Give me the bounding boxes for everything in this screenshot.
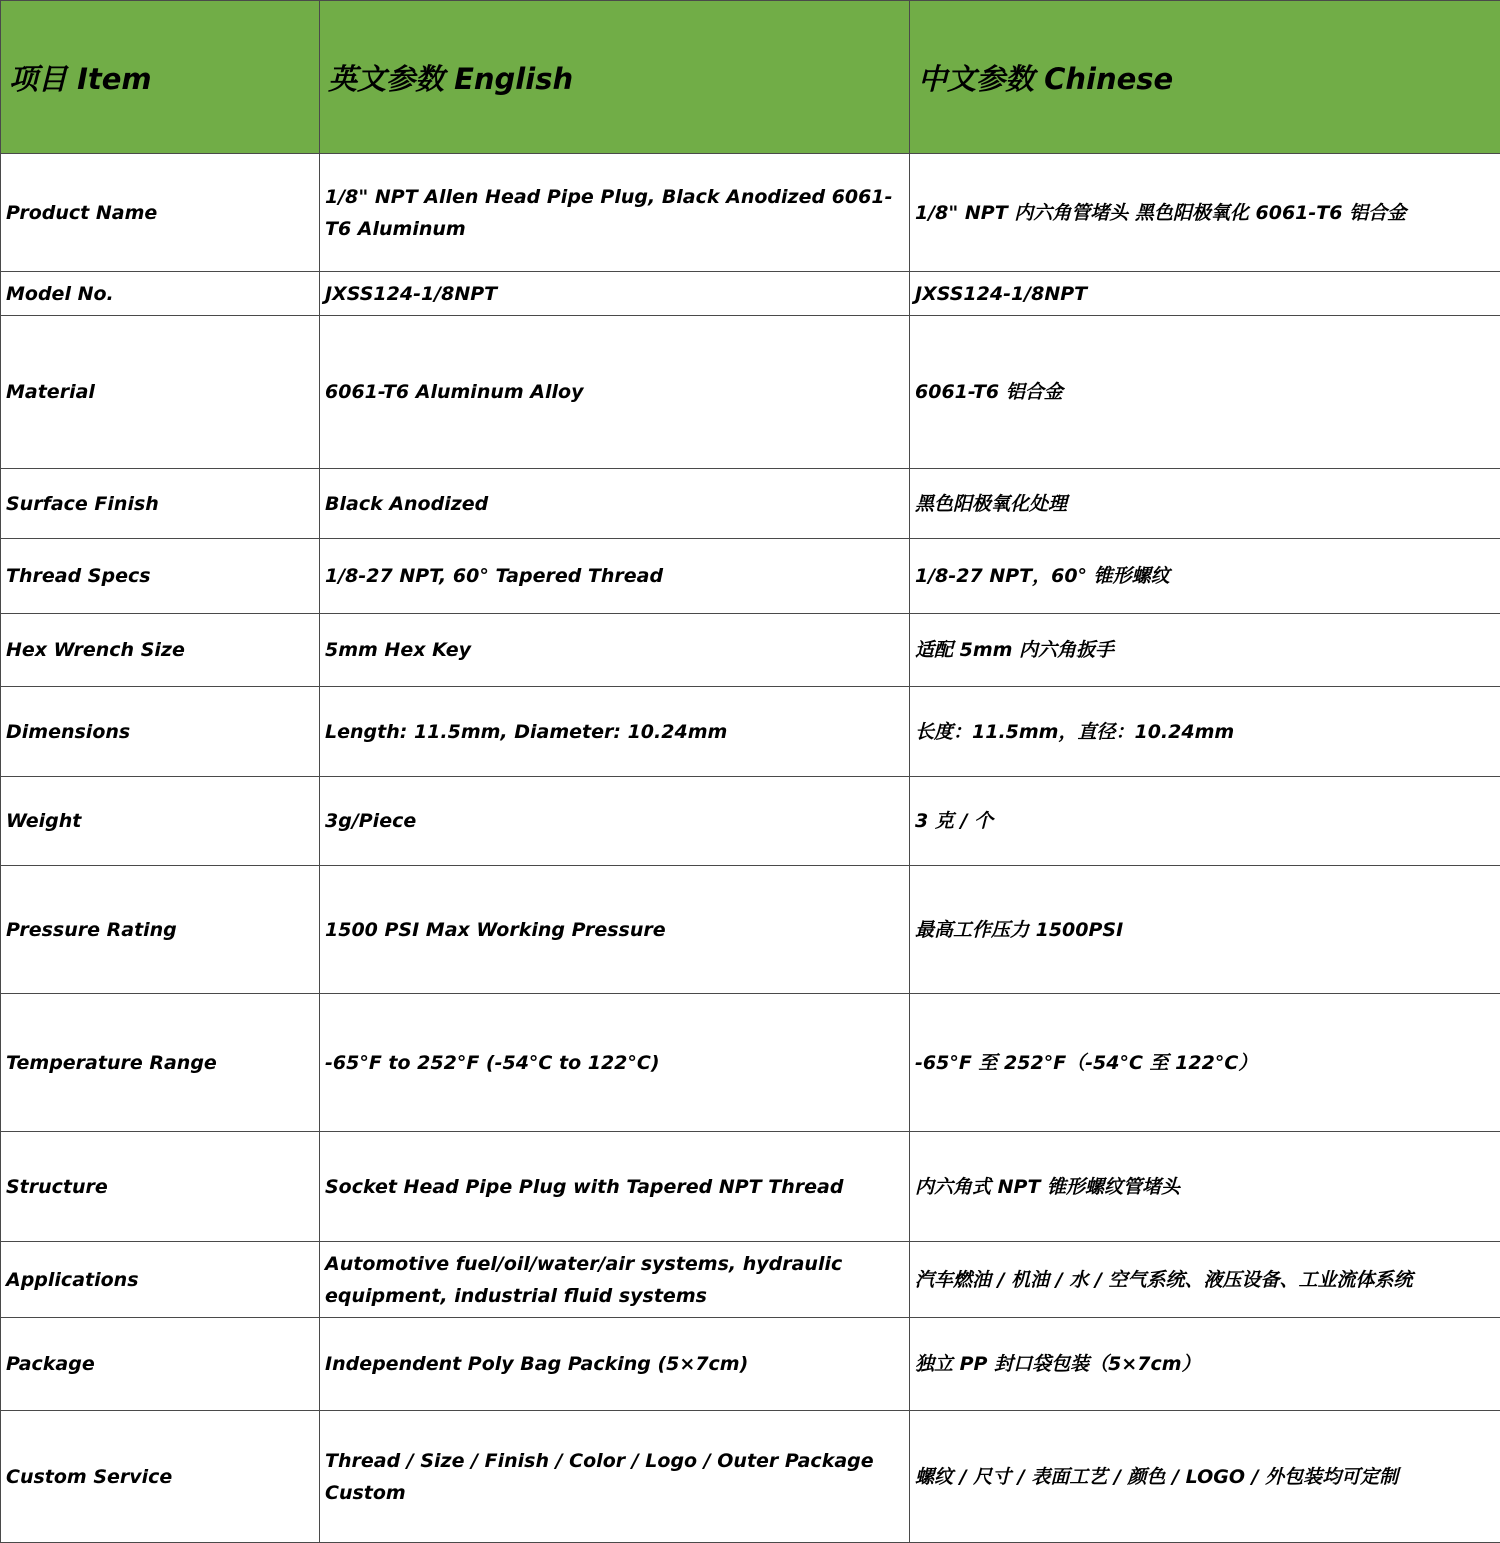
row-item-label: Package bbox=[1, 1318, 320, 1411]
row-item-label: Material bbox=[1, 316, 320, 469]
table-row bbox=[1, 154, 1500, 272]
row-english-value: 1/8-27 NPT, 60° Tapered Thread bbox=[320, 539, 910, 614]
row-english-value: 3g/Piece bbox=[320, 777, 910, 866]
table-row bbox=[1, 316, 1500, 469]
table-row bbox=[1, 272, 1500, 316]
table-row bbox=[1, 777, 1500, 866]
table-header bbox=[1, 1, 1500, 154]
row-item-label: Custom Service bbox=[1, 1411, 320, 1543]
table-row bbox=[1, 539, 1500, 614]
table-row bbox=[1, 1411, 1500, 1543]
table-row bbox=[1, 687, 1500, 777]
table-body bbox=[1, 154, 1500, 1543]
row-item-label: Thread Specs bbox=[1, 539, 320, 614]
row-english-value: Thread / Size / Finish / Color / Logo / Outer Package Custom bbox=[320, 1411, 910, 1543]
row-chinese-value: 独立 PP 封口袋包装（5×7cm） bbox=[910, 1318, 1500, 1411]
row-english-value: Independent Poly Bag Packing (5×7cm) bbox=[320, 1318, 910, 1411]
row-chinese-value: 黑色阳极氧化处理 bbox=[910, 469, 1500, 539]
row-english-value: 5mm Hex Key bbox=[320, 614, 910, 687]
header-item: 项目 Item bbox=[1, 1, 320, 154]
row-english-value: Black Anodized bbox=[320, 469, 910, 539]
header-chinese: 中文参数 Chinese bbox=[910, 1, 1500, 154]
table-row bbox=[1, 1318, 1500, 1411]
row-item-label: Temperature Range bbox=[1, 994, 320, 1132]
row-item-label: Surface Finish bbox=[1, 469, 320, 539]
row-chinese-value: 1/8-27 NPT，60° 锥形螺纹 bbox=[910, 539, 1500, 614]
header-row bbox=[1, 1, 1500, 154]
table-row bbox=[1, 614, 1500, 687]
row-english-value: Automotive fuel/oil/water/air systems, hydraulic equipment, industrial fluid systems bbox=[320, 1242, 910, 1318]
table-row bbox=[1, 866, 1500, 994]
row-item-label: Hex Wrench Size bbox=[1, 614, 320, 687]
row-item-label: Model No. bbox=[1, 272, 320, 316]
row-item-label: Weight bbox=[1, 777, 320, 866]
row-chinese-value: 1/8" NPT 内六角管堵头 黑色阳极氧化 6061-T6 铝合金 bbox=[910, 154, 1500, 272]
row-english-value: -65°F to 252°F (-54°C to 122°C) bbox=[320, 994, 910, 1132]
row-chinese-value: 长度：11.5mm，直径：10.24mm bbox=[910, 687, 1500, 777]
row-english-value: Socket Head Pipe Plug with Tapered NPT Thread bbox=[320, 1132, 910, 1242]
row-chinese-value: 内六角式 NPT 锥形螺纹管堵头 bbox=[910, 1132, 1500, 1242]
row-chinese-value: 最高工作压力 1500PSI bbox=[910, 866, 1500, 994]
row-english-value: JXSS124-1/8NPT bbox=[320, 272, 910, 316]
table-row bbox=[1, 469, 1500, 539]
row-english-value: 1500 PSI Max Working Pressure bbox=[320, 866, 910, 994]
table-row bbox=[1, 1242, 1500, 1318]
table-row bbox=[1, 994, 1500, 1132]
row-item-label: Pressure Rating bbox=[1, 866, 320, 994]
table-row bbox=[1, 1132, 1500, 1242]
header-english: 英文参数 English bbox=[320, 1, 910, 154]
row-english-value: 6061-T6 Aluminum Alloy bbox=[320, 316, 910, 469]
row-chinese-value: JXSS124-1/8NPT bbox=[910, 272, 1500, 316]
row-item-label: Product Name bbox=[1, 154, 320, 272]
row-english-value: 1/8" NPT Allen Head Pipe Plug, Black Anodized 6061-T6 Aluminum bbox=[320, 154, 910, 272]
row-chinese-value: -65°F 至 252°F（-54°C 至 122°C） bbox=[910, 994, 1500, 1132]
row-item-label: Structure bbox=[1, 1132, 320, 1242]
row-chinese-value: 3 克 / 个 bbox=[910, 777, 1500, 866]
row-chinese-value: 适配 5mm 内六角扳手 bbox=[910, 614, 1500, 687]
row-chinese-value: 6061-T6 铝合金 bbox=[910, 316, 1500, 469]
row-item-label: Dimensions bbox=[1, 687, 320, 777]
row-chinese-value: 汽车燃油 / 机油 / 水 / 空气系统、液压设备、工业流体系统 bbox=[910, 1242, 1500, 1318]
row-item-label: Applications bbox=[1, 1242, 320, 1318]
row-chinese-value: 螺纹 / 尺寸 / 表面工艺 / 颜色 / LOGO / 外包装均可定制 bbox=[910, 1411, 1500, 1543]
row-english-value: Length: 11.5mm, Diameter: 10.24mm bbox=[320, 687, 910, 777]
